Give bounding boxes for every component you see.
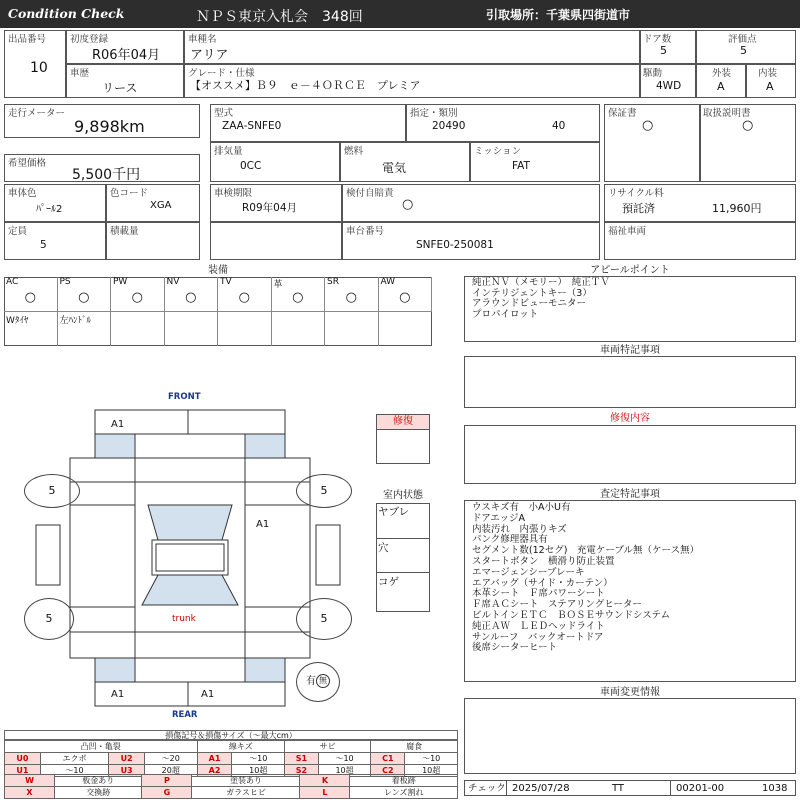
- equipment-cell: [379, 277, 433, 312]
- model-value: ZAA-SNFE0: [222, 120, 282, 132]
- liability-value: ○: [402, 197, 414, 212]
- rear-label: REAR: [172, 710, 198, 720]
- lot-number: 10: [30, 60, 48, 76]
- legend-desc: 10超: [318, 765, 371, 777]
- tire-front-left-value: 5: [48, 484, 56, 497]
- inspector-note-line: 内装汚れ 内張りキズ: [472, 523, 567, 535]
- manual-value: ○: [742, 118, 754, 133]
- color-label: 車体色: [8, 188, 37, 199]
- equipment-label: SR: [327, 277, 339, 287]
- spec-value-2: 40: [552, 120, 566, 132]
- chassis-value: SNFE0-250081: [416, 239, 494, 251]
- legend-code: U2: [109, 753, 145, 765]
- pickup-location: 引取場所：千葉県四街道市: [486, 8, 631, 22]
- appeal-title: アピールポイント: [464, 266, 796, 277]
- equipment-label: 革: [273, 280, 283, 290]
- legend-group-header: 線キズ: [197, 741, 285, 753]
- legend-code: A1: [197, 753, 232, 765]
- equipment-label: TV: [220, 277, 232, 287]
- recycle-status: 預託済: [622, 202, 655, 215]
- appeal-line: 純正ＮＶ（メモリー） 純正ＴＶ: [472, 277, 610, 288]
- equipment-cell: [325, 277, 379, 312]
- score-value: 5: [740, 44, 747, 57]
- lot-label: 出品番号: [8, 34, 47, 45]
- color-code-label: 色コード: [110, 188, 149, 199]
- model-label: 型式: [214, 108, 234, 119]
- repair-title: 修復: [376, 414, 430, 430]
- equipment-label: AC: [6, 277, 19, 287]
- displacement-label: 排気量: [214, 146, 243, 157]
- damage-mark-rear-left: A1: [111, 689, 125, 700]
- inspection-label: 車検期限: [214, 188, 253, 199]
- drive-value: 4WD: [656, 80, 682, 92]
- exterior-label: 外装: [712, 68, 732, 79]
- doors-label: ドア数: [643, 34, 672, 45]
- front-label: FRONT: [168, 392, 201, 402]
- equipment-value: ○: [24, 290, 36, 305]
- fuel-value: 電気: [382, 161, 407, 175]
- score-label: 評価点: [728, 34, 757, 45]
- damage-code-desc: 交換跡: [55, 787, 142, 799]
- interior-burn-label: コゲ: [378, 576, 399, 588]
- inspector-note-line: ウスキズ有 小A小U有: [472, 502, 571, 513]
- inspector-note-line: エマージェンシーブレーキ: [472, 566, 585, 578]
- change-info-box: [464, 688, 796, 774]
- equipment-extra-cell: [4, 312, 58, 346]
- car-name-label: 車種名: [188, 34, 217, 45]
- equipment-extra-cell: [165, 312, 219, 346]
- price-label: 希望価格: [8, 158, 47, 169]
- equipment-cell: [165, 277, 219, 312]
- legend-desc: 10超: [405, 765, 458, 777]
- legend-desc: 20超: [144, 765, 197, 777]
- equipment-extra-cell: [272, 312, 326, 346]
- spec-label: 指定・類別: [410, 108, 458, 119]
- chassis-label: 車台番号: [346, 226, 385, 237]
- divider: [506, 780, 507, 796]
- equipment-grid: [4, 277, 432, 346]
- mileage-label: 走行メーター: [8, 108, 66, 119]
- damage-code-table: [4, 774, 458, 799]
- equipment-cell: [4, 277, 58, 312]
- legend-desc: エクボ: [40, 753, 108, 765]
- equipment-extra-cell: [218, 312, 272, 346]
- inspector-note-line: パンク修理器具有: [472, 534, 548, 546]
- check-date: 2025/07/28: [512, 783, 570, 794]
- mission-label: ミッション: [474, 146, 522, 157]
- divider: [376, 538, 430, 539]
- tire-front-right: [296, 474, 352, 508]
- equipment-cell: [111, 277, 165, 312]
- price-value: 5,500千円: [72, 167, 141, 183]
- tire-front-right-value: 5: [320, 484, 328, 497]
- damage-code: L: [300, 787, 350, 799]
- interior-label: 内装: [758, 68, 778, 79]
- legend-code: U1: [5, 765, 41, 777]
- trunk-label: trunk: [172, 614, 196, 624]
- legend-desc: ～10: [318, 753, 371, 765]
- recycle-label: リサイクル料: [608, 188, 664, 199]
- grade-value: 【オススメ】Ｂ９ ｅ－４ＯＲＣＥ プレミア: [190, 79, 421, 92]
- damage-mark-rear-right: A1: [201, 689, 215, 700]
- equipment-extra-cell: [58, 312, 112, 346]
- equipment-value: ○: [399, 290, 411, 305]
- first-reg-label: 初度登録: [70, 34, 109, 45]
- divider: [376, 572, 430, 573]
- equipment-title: 装備: [4, 266, 432, 278]
- doors-value: 5: [660, 44, 667, 57]
- drive-label: 駆動: [643, 68, 663, 79]
- car-name-box: [184, 30, 640, 64]
- change-info-title: 車両変更情報: [464, 688, 796, 699]
- appeal-line: プロパイロット: [472, 308, 539, 320]
- displacement-value: 0CC: [240, 160, 262, 172]
- interior-hole-label: 穴: [378, 542, 389, 554]
- equipment-cell: [272, 277, 326, 312]
- tire-front-left: [24, 474, 80, 508]
- equipment-value: ○: [185, 290, 197, 305]
- equipment-value: ○: [238, 290, 250, 305]
- liability-label: 検付自賠責: [346, 188, 394, 199]
- legend-code: C2: [371, 765, 405, 777]
- damage-code-desc: レンズ割れ: [350, 787, 458, 799]
- appeal-line: アラウンドビューモニター: [472, 298, 587, 309]
- auction-title: ＮＰＳ東京入札会 348回: [196, 9, 363, 25]
- mission-value: FAT: [512, 160, 530, 172]
- damage-mark-right: A1: [256, 519, 270, 530]
- interior-value: A: [766, 80, 774, 93]
- legend-desc: ～20: [144, 753, 197, 765]
- checker-initials: TT: [612, 783, 625, 794]
- legend-code: C1: [371, 753, 405, 765]
- legend-desc: 10超: [232, 765, 285, 777]
- equipment-value: ○: [78, 290, 90, 305]
- equipment-label: NV: [166, 277, 180, 287]
- exterior-value: A: [717, 80, 725, 93]
- fuel-label: 燃料: [344, 146, 364, 157]
- legend-desc: ～10: [40, 765, 108, 777]
- interior-tear-label: ヤブレ: [378, 506, 410, 518]
- inspector-note-line: エアバッグ（サイド・カーテン）: [472, 577, 613, 589]
- damage-code: P: [142, 775, 192, 787]
- footer-num: 1038: [762, 783, 788, 794]
- equipment-extra-label: 左ﾊﾝﾄﾞﾙ: [59, 316, 92, 326]
- appeal-line: インテリジェントキー（3）: [472, 287, 592, 299]
- damage-code-desc: 塗装あり: [192, 775, 300, 787]
- damage-code-desc: 着板跡: [350, 775, 458, 787]
- special-notes-title: 車両特記事項: [464, 346, 796, 357]
- equipment-label: PW: [113, 277, 128, 287]
- history-value: リース: [102, 81, 138, 95]
- equipment-cell: [218, 277, 272, 312]
- inspector-note-line: ビルトインＥＴＣ ＢＯＳＥサウンドシステム: [472, 610, 671, 621]
- legend-group-header: サビ: [285, 741, 371, 753]
- equipment-label: PS: [59, 277, 71, 287]
- blank-box: [210, 222, 342, 260]
- warranty-label: 保証書: [608, 108, 637, 119]
- capacity-value: 5: [40, 239, 47, 251]
- color-code-value: XGA: [150, 200, 172, 211]
- inspector-note-line: 後席シーターヒート: [472, 642, 558, 654]
- equipment-value: ○: [131, 290, 143, 305]
- legend-desc: ～10: [232, 753, 285, 765]
- divider: [670, 780, 671, 796]
- mileage-value: 9,898km: [74, 117, 145, 136]
- recycle-fee: 11,960円: [712, 202, 762, 215]
- legend-code: U3: [109, 765, 145, 777]
- equipment-cell: [58, 277, 112, 312]
- grade-label: グレード・仕様: [188, 68, 255, 79]
- damage-legend-table: [4, 740, 458, 777]
- damage-code-desc: ガラスヒビ: [192, 787, 300, 799]
- inspector-note-line: セグメント数(12セグ) 充電ケーブル無（ケース無）: [472, 545, 700, 557]
- sheet-title: Condition Check: [8, 6, 125, 21]
- inspector-notes-title: 査定特記事項: [464, 490, 796, 501]
- inspector-note-line: 本革シート Ｆ席パワーシート: [472, 588, 605, 600]
- damage-code: X: [5, 787, 55, 799]
- tire-rear-left: [24, 598, 74, 640]
- legend-desc: ～10: [405, 753, 458, 765]
- inspector-note-line: スタートボタン 横滑り防止装置: [472, 556, 615, 567]
- legend-code: S1: [285, 753, 319, 765]
- legend-code: A2: [197, 765, 232, 777]
- spec-value-1: 20490: [432, 120, 466, 132]
- repair-content-title: 修復内容: [464, 414, 796, 426]
- equipment-extra-cell: [111, 312, 165, 346]
- no-smoking-icon: 無: [316, 674, 330, 688]
- equipment-label: AW: [380, 277, 396, 287]
- capacity-label: 定員: [8, 226, 28, 237]
- interior-state-title: 室内状態: [376, 490, 430, 504]
- color-value: ﾊﾟｰﾙ2: [36, 204, 63, 215]
- inspection-value: R09年04月: [242, 202, 298, 214]
- load-label: 積載量: [110, 226, 139, 237]
- damage-code: K: [300, 775, 350, 787]
- damage-code-desc: 板金あり: [55, 775, 142, 787]
- inspector-note-line: サンルーフ バックオートドア: [472, 631, 604, 643]
- inspector-note-line: 純正ＡＷ ＬＥＤヘッドライト: [472, 620, 605, 632]
- tire-rear-right: [296, 598, 352, 640]
- smoking-indicator: [296, 662, 340, 702]
- damage-legend-title: 損傷記号＆損傷サイズ（～最大cm）: [4, 730, 458, 740]
- car-name-value: アリア: [190, 48, 229, 63]
- tire-rear-left-value: 5: [45, 612, 53, 625]
- equipment-extra-cell: [325, 312, 379, 346]
- damage-code: W: [5, 775, 55, 787]
- legend-group-header: 凸凹・亀裂: [5, 741, 198, 753]
- welfare-label: 福祉車両: [608, 226, 647, 237]
- tire-rear-right-value: 5: [320, 612, 328, 625]
- legend-group-header: 腐食: [371, 741, 458, 753]
- inspector-note-line: ドアエッジA: [472, 512, 526, 524]
- equipment-extra-label: Wﾀｲﾔ: [6, 316, 29, 326]
- legend-code: S2: [285, 765, 319, 777]
- history-label: 車歴: [70, 68, 90, 79]
- footer-code: 00201-00: [676, 783, 725, 794]
- inspector-note-line: Ｆ席ＡＣシート ステアリングヒーター: [472, 599, 642, 611]
- manual-label: 取扱説明書: [703, 108, 751, 119]
- header-bar: [0, 0, 800, 28]
- first-reg-value: R06年04月: [92, 48, 161, 63]
- warranty-value: ○: [642, 118, 654, 133]
- damage-mark-front: A1: [111, 419, 125, 430]
- smoking-label: 有: [306, 676, 316, 687]
- equipment-value: ○: [345, 290, 357, 305]
- check-label: チェック: [468, 783, 506, 794]
- equipment-value: ○: [292, 290, 304, 305]
- damage-code: G: [142, 787, 192, 799]
- legend-code: U0: [5, 753, 41, 765]
